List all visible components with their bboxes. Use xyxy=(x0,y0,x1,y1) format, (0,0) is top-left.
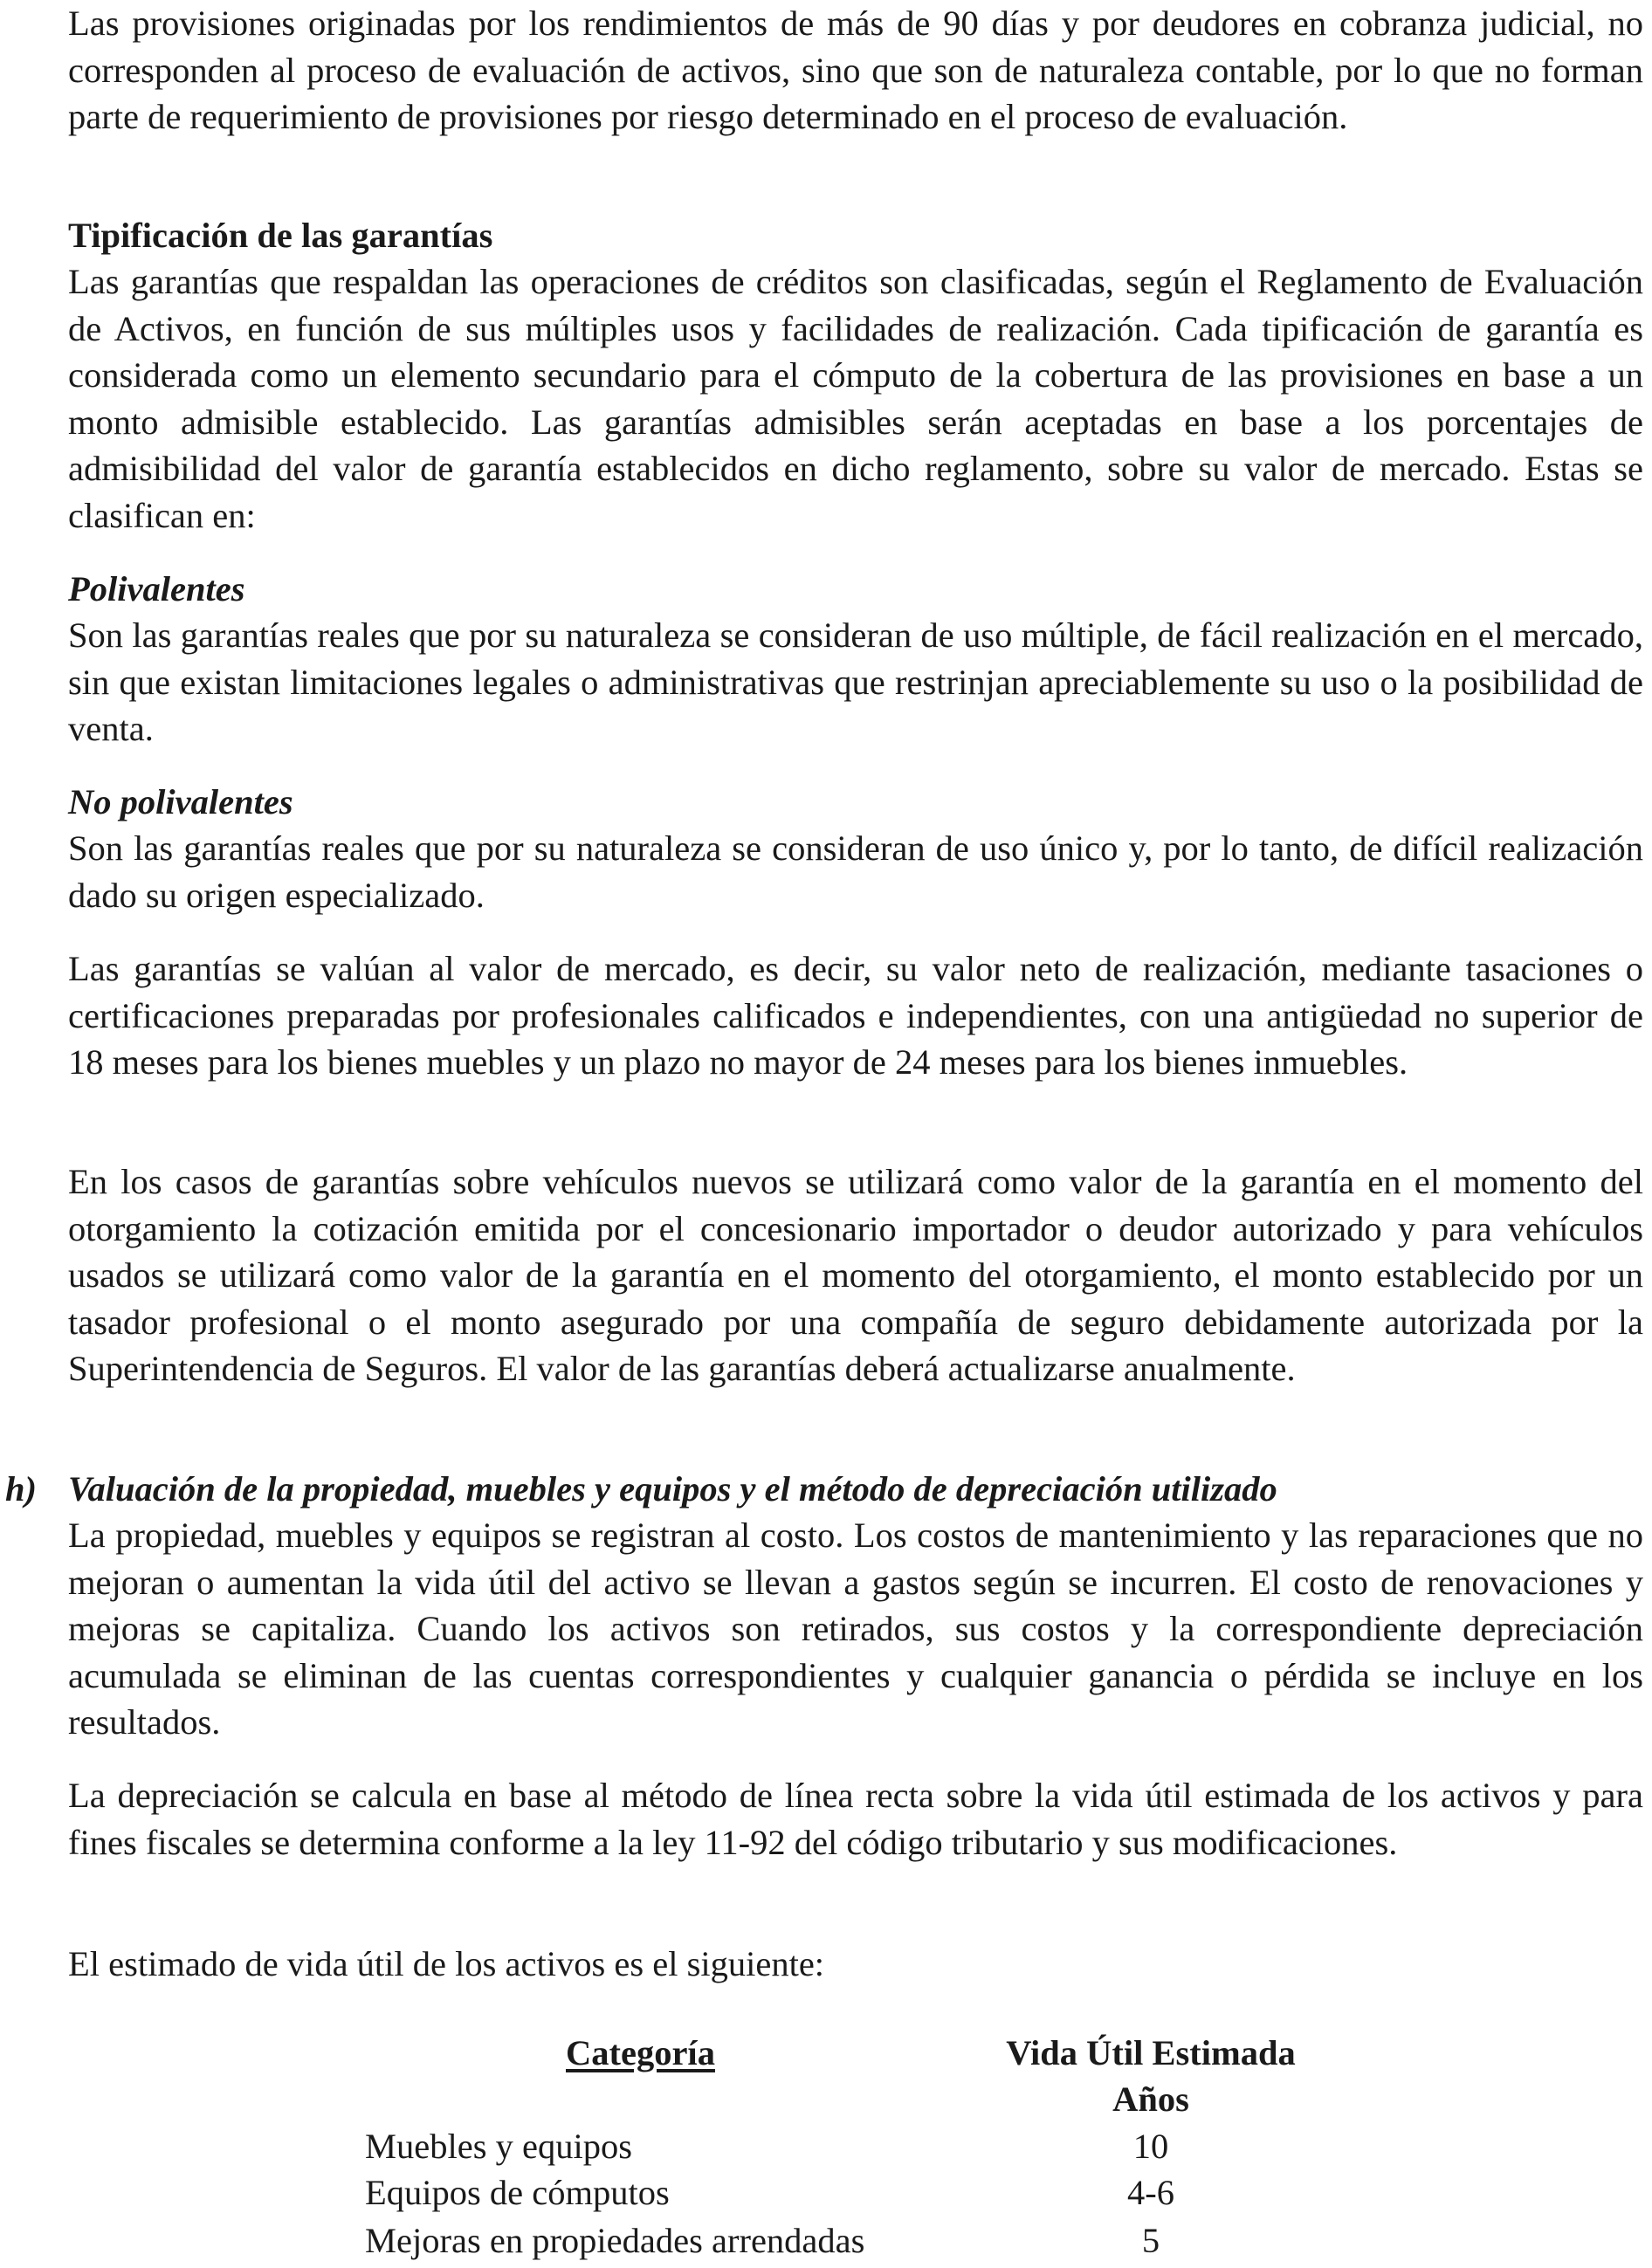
table-cell-category: Equipos de cómputos xyxy=(365,2173,670,2212)
section-marker-h: h) xyxy=(5,1469,38,1509)
table-cell-years: 5 xyxy=(1141,2221,1160,2260)
paragraph-no-polivalentes: Son las garantías reales que por su naturaleza se consideran de uso único y, por lo tanto, de difícil realización dado su origen especializado. xyxy=(68,828,1643,915)
paragraph-provisiones: Las provisiones originadas por los rendimientos de más de 90 días y por deudores en cobranza judicial, no corresponden al proceso de evaluación de activos, sino que son de naturaleza contable, por lo que no forman parte de requerimiento de provisiones por riesgo determinado en el proceso de evaluación. xyxy=(68,3,1643,136)
table-row xyxy=(365,2123,1325,2170)
heading-no-polivalentes: No polivalentes xyxy=(68,782,293,821)
heading-tipificacion: Tipificación de las garantías xyxy=(68,216,493,255)
paragraph-valuan: Las garantías se valúan al valor de mercado, es decir, su valor neto de realización, mediante tasaciones o certificaciones preparadas por profesionales calificados e independientes, con una antigüedad no superior de 18 meses para los bienes muebles y un plazo no mayor de 24 meses para los bienes inmuebles. xyxy=(68,949,1643,1082)
table-row xyxy=(365,2217,1325,2265)
paragraph-propiedad: La propiedad, muebles y equipos se registran al costo. Los costos de mantenimiento y las reparaciones que no mejoran o aumentan la vida útil del activo se llevan a gastos según se incurren. El costo de renovaciones y mejoras se capitaliza. Cuando los activos son retirados, sus costos y la correspondiente depreciación acumulada se eliminan de las cuentas correspondientes y cualquier ganancia o pérdida se incluye en los resultados. xyxy=(68,1515,1643,1742)
paragraph-tipificacion: Las garantías que respaldan las operaciones de créditos son clasificadas, según el Reglamento de Evaluación de Activos, en función de sus múltiples usos y facilidades de realización. Cada tipificación de garantía es considerada como un elemento secundario para el cómputo de la cobertura de las provisiones en base a un monto admisible establecido. Las garantías admisibles serán aceptadas en base a los porcentajes de admisibilidad del valor de garantía establecidos en dicho reglamento, sobre su valor de mercado. Estas se clasifican en: xyxy=(68,262,1643,535)
paragraph-depreciacion: La depreciación se calcula en base al método de línea recta sobre la vida útil estimada de los activos y para fines fiscales se determina conforme a la ley 11-92 del código tributario y sus modificaciones. xyxy=(68,1776,1643,1862)
table-header-years: Años xyxy=(1112,2079,1189,2119)
paragraph-polivalentes: Son las garantías reales que por su naturaleza se consideran de uso múltiple, de fácil realización en el mercado, sin que existan limitaciones legales o administrativas que restrinjan apreciablemente su uso o la posibilidad de venta. xyxy=(68,615,1643,748)
table-cell-years: 10 xyxy=(1132,2127,1169,2166)
heading-polivalentes: Polivalentes xyxy=(68,569,245,608)
table-header-life: Vida Útil Estimada xyxy=(1006,2033,1296,2072)
table-cell-category: Mejoras en propiedades arrendadas xyxy=(365,2221,865,2260)
table-header-category: Categoría xyxy=(566,2033,715,2072)
table-cell-years: 4-6 xyxy=(1127,2173,1174,2212)
paragraph-vehiculos: En los casos de garantías sobre vehículos nuevos se utilizará como valor de la garantía en el momento del otorgamiento la cotización emitida por el concesionario importador o deudor autorizado y para vehículos usados se utilizará como valor de la garantía en el momento del otorgamiento, el monto establecido por un tasador profesional o el monto asegurado por una compañía de seguro debidamente autorizada por la Superintendencia de Seguros. El valor de las garantías deberá actualizarse anualmente. xyxy=(68,1162,1643,1388)
table-row xyxy=(365,2169,1325,2216)
heading-valuacion: Valuación de la propiedad, muebles y equipos y el método de depreciación utilizado xyxy=(68,1469,1277,1509)
table-cell-category: Muebles y equipos xyxy=(365,2127,632,2166)
paragraph-estimado: El estimado de vida útil de los activos es el siguiente: xyxy=(68,1944,825,1983)
